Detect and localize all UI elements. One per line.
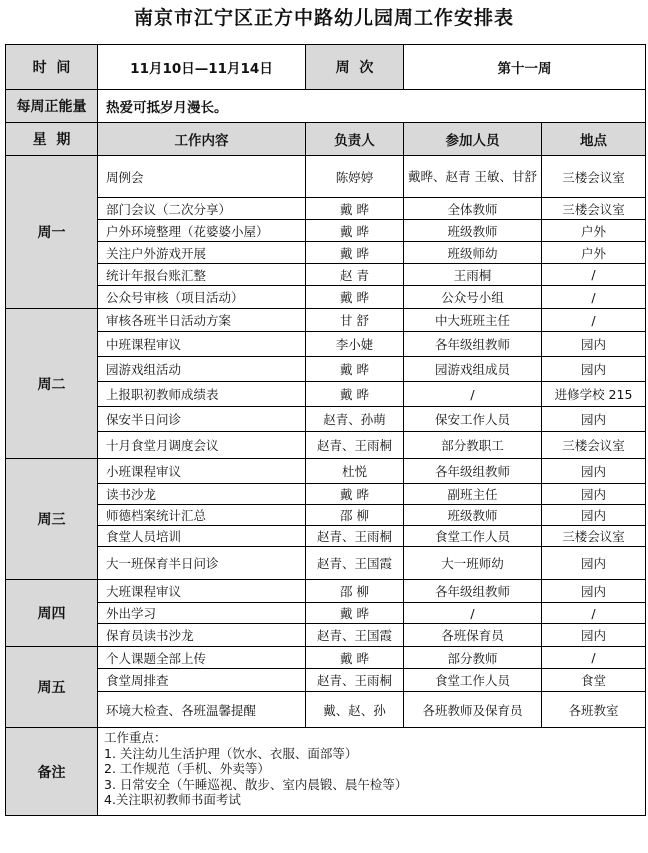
time-label: 时 间: [6, 45, 98, 90]
task-participants: 食堂工作人员: [404, 669, 542, 692]
task-content: 大班课程审议: [98, 580, 306, 603]
table-row: [6, 603, 646, 624]
task-place: 园内: [542, 484, 646, 505]
table-row: [6, 547, 646, 580]
col-header-day: 星 期: [6, 123, 98, 156]
task-participants: /: [404, 382, 542, 407]
task-participants: 各班保育员: [404, 624, 542, 647]
motto-row: [6, 90, 646, 123]
task-content: 大一班保育半日问诊: [98, 547, 306, 580]
task-place: /: [542, 603, 646, 624]
table-row: [6, 459, 646, 484]
schedule-table: [5, 44, 646, 816]
task-place: 三楼会议室: [542, 198, 646, 220]
task-owner: 戴 晔: [306, 242, 404, 264]
table-row: [6, 156, 646, 198]
task-place: 园内: [542, 624, 646, 647]
task-owner: 戴 晔: [306, 484, 404, 505]
table-row: [6, 669, 646, 692]
day-label: 周三: [6, 459, 98, 580]
task-place: 进修学校 215: [542, 382, 646, 407]
task-participants: 各年级组教师: [404, 459, 542, 484]
task-participants: 班级教师: [404, 220, 542, 242]
table-row: [6, 432, 646, 459]
table-row: [6, 198, 646, 220]
table-row: [6, 580, 646, 603]
task-participants: 副班主任: [404, 484, 542, 505]
day-label: 周一: [6, 156, 98, 309]
task-place: 园内: [542, 505, 646, 526]
task-owner: 戴 晔: [306, 220, 404, 242]
task-place: 三楼会议室: [542, 156, 646, 198]
task-participants: 王雨桐: [404, 264, 542, 286]
task-participants: 部分教师: [404, 647, 542, 669]
task-participants: 全体教师: [404, 198, 542, 220]
table-row: [6, 286, 646, 309]
task-owner: 戴 晔: [306, 603, 404, 624]
task-owner: 邵 柳: [306, 505, 404, 526]
table-row: [6, 505, 646, 526]
task-participants: 各年级组教师: [404, 332, 542, 357]
task-place: 食堂: [542, 669, 646, 692]
task-place: 户外: [542, 242, 646, 264]
week-value: 第十一周: [404, 45, 646, 90]
task-content: 个人课题全部上传: [98, 647, 306, 669]
col-header-participants: 参加人员: [404, 123, 542, 156]
notes-line: 4.关注职初教师书面考试: [104, 792, 241, 807]
task-place: 各班教室: [542, 692, 646, 728]
notes-line: 工作重点：: [104, 730, 167, 745]
task-place: 园内: [542, 357, 646, 382]
task-content: 统计年报台账汇整: [98, 264, 306, 286]
task-place: 三楼会议室: [542, 432, 646, 459]
table-row: [6, 242, 646, 264]
table-row: [6, 220, 646, 242]
day-label: 周二: [6, 309, 98, 459]
task-participants: 戴晔、赵青 王敏、甘舒: [404, 156, 542, 198]
task-place: 三楼会议室: [542, 526, 646, 547]
task-place: /: [542, 286, 646, 309]
task-content: 保育员读书沙龙: [98, 624, 306, 647]
task-content: 环境大检查、各班温馨提醒: [98, 692, 306, 728]
task-place: 园内: [542, 547, 646, 580]
time-value: 11月10日—11月14日: [98, 45, 306, 90]
task-owner: 赵青、孙萌: [306, 407, 404, 432]
task-owner: 杜悦: [306, 459, 404, 484]
column-header-row: [6, 123, 646, 156]
task-place: 园内: [542, 332, 646, 357]
task-place: 园内: [542, 407, 646, 432]
table-row: [6, 647, 646, 669]
task-owner: 戴 晔: [306, 286, 404, 309]
task-owner: 赵青、王国霞: [306, 624, 404, 647]
notes-content: [98, 728, 646, 816]
table-row: [6, 407, 646, 432]
table-row: [6, 484, 646, 505]
task-owner: 赵 青: [306, 264, 404, 286]
table-row: [6, 357, 646, 382]
task-place: /: [542, 647, 646, 669]
task-content: 审核各班半日活动方案: [98, 309, 306, 332]
table-row: [6, 692, 646, 728]
task-participants: 各年级组教师: [404, 580, 542, 603]
task-place: 园内: [542, 459, 646, 484]
task-participants: 食堂工作人员: [404, 526, 542, 547]
week-label: 周 次: [306, 45, 404, 90]
motto-label: 每周正能量: [6, 90, 98, 123]
task-participants: 中大班班主任: [404, 309, 542, 332]
table-row: [6, 264, 646, 286]
task-owner: 邵 柳: [306, 580, 404, 603]
task-content: 食堂人员培训: [98, 526, 306, 547]
task-owner: 赵青、王雨桐: [306, 432, 404, 459]
col-header-owner: 负责人: [306, 123, 404, 156]
task-owner: 陈婷婷: [306, 156, 404, 198]
time-row: [6, 45, 646, 90]
task-owner: 戴、赵、孙: [306, 692, 404, 728]
task-content: 上报职初教师成绩表: [98, 382, 306, 407]
task-content: 保安半日问诊: [98, 407, 306, 432]
col-header-place: 地点: [542, 123, 646, 156]
task-content: 外出学习: [98, 603, 306, 624]
task-owner: 戴 晔: [306, 198, 404, 220]
task-participants: 各班教师及保育员: [404, 692, 542, 728]
notes-line: 3. 日常安全（午睡巡视、散步、室内晨锻、晨午检等）: [104, 776, 408, 792]
task-content: 公众号审核（项目活动）: [98, 286, 306, 309]
notes-label: 备注: [6, 728, 98, 816]
task-participants: 园游戏组成员: [404, 357, 542, 382]
task-owner: 赵青、王雨桐: [306, 526, 404, 547]
task-content: 户外环境整理（花婆婆小屋）: [98, 220, 306, 242]
task-content: 园游戏组活动: [98, 357, 306, 382]
page-title: 南京市江宁区正方中路幼儿园周工作安排表: [133, 7, 514, 29]
task-participants: 保安工作人员: [404, 407, 542, 432]
task-participants: 班级师幼: [404, 242, 542, 264]
task-participants: 部分教职工: [404, 432, 542, 459]
task-owner: 戴 晔: [306, 647, 404, 669]
task-owner: 甘 舒: [306, 309, 404, 332]
motto-value: 热爱可抵岁月漫长。: [98, 90, 646, 123]
notes-line: 2. 工作规范（手机、外卖等）: [104, 761, 270, 776]
col-header-content: 工作内容: [98, 123, 306, 156]
table-row: [6, 382, 646, 407]
task-content: 食堂周排查: [98, 669, 306, 692]
task-place: /: [542, 309, 646, 332]
task-owner: 李小婕: [306, 332, 404, 357]
task-owner: 赵青、王雨桐: [306, 669, 404, 692]
task-content: 读书沙龙: [98, 484, 306, 505]
schedule-body: [6, 45, 646, 816]
table-row: [6, 309, 646, 332]
task-content: 部门会议（二次分享）: [98, 198, 306, 220]
task-place: 园内: [542, 580, 646, 603]
task-owner: 戴 晔: [306, 357, 404, 382]
task-participants: 公众号小组: [404, 286, 542, 309]
task-content: 小班课程审议: [98, 459, 306, 484]
notes-line: 1. 关注幼儿生活护理（饮水、衣服、面部等）: [104, 745, 358, 761]
task-participants: 班级教师: [404, 505, 542, 526]
task-content: 中班课程审议: [98, 332, 306, 357]
task-place: /: [542, 264, 646, 286]
task-content: 周例会: [98, 156, 306, 198]
task-content: 十月食堂月调度会议: [98, 432, 306, 459]
task-owner: 戴 晔: [306, 382, 404, 407]
table-row: [6, 624, 646, 647]
task-place: 户外: [542, 220, 646, 242]
table-row: [6, 332, 646, 357]
day-label: 周四: [6, 580, 98, 647]
task-content: 关注户外游戏开展: [98, 242, 306, 264]
table-row: [6, 526, 646, 547]
notes-row: [6, 728, 646, 816]
task-owner: 赵青、王国霞: [306, 547, 404, 580]
task-content: 师德档案统计汇总: [98, 505, 306, 526]
task-participants: 大一班师幼: [404, 547, 542, 580]
day-label: 周五: [6, 647, 98, 728]
task-participants: /: [404, 603, 542, 624]
